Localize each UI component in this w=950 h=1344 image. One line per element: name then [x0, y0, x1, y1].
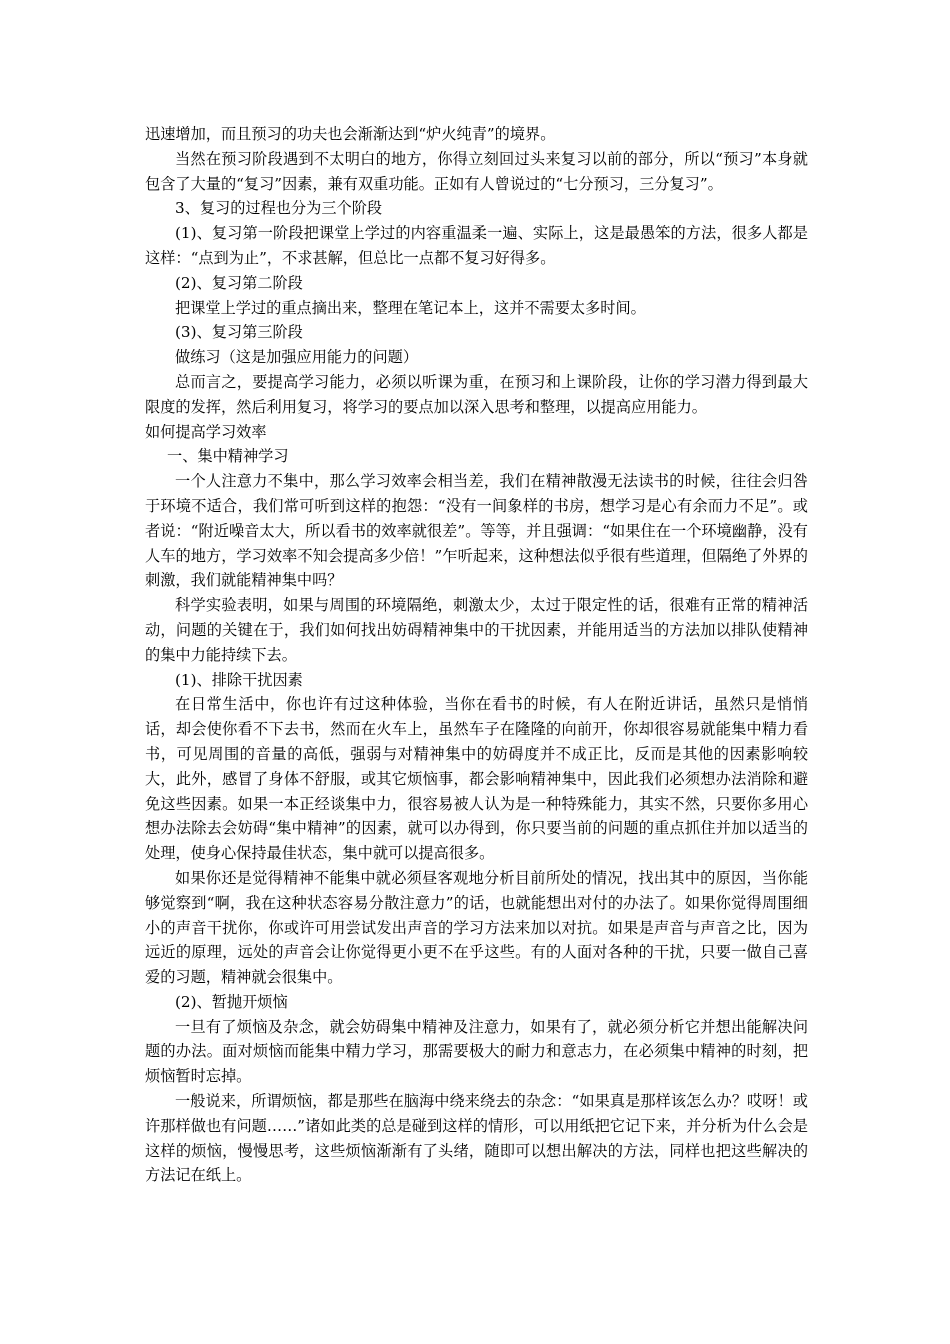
paragraph-review-stage-2: 把课堂上学过的重点摘出来，整理在笔记本上，这并不需要太多时间。 [175, 298, 646, 317]
subheading-review-stage-2: (2)、复习第二阶段 [175, 273, 303, 292]
paragraph-summary: 总而言之，要提高学习能力，必须以听课为重，在预习和上课阶段，让你的学习潜力得到最大限度的发挥，然后利用复习，将学习的要点加以深入思考和整理，以提高应用能力。 [145, 372, 808, 416]
document-page [145, 122, 808, 1188]
paragraph-distractions-1: 在日常生活中，你也许有过这种体验，当你在看书的时候，有人在附近讲话，虽然只是悄悄话，却会使你看不下去书，然而在火车上，虽然车子在隆隆的向前开，你却很容易就能集中精力看书，可见周围的音量的高低，强弱与对精神集中的妨碍度并不成正比，反而是其他的因素影响较大，此外，感冒了身体不舒服，或其它烦恼事，都会影响精神集中，因此我们必须想办法消除和避免这些因素。如果一本正经谈集中力，很容易被人认为是一种特殊能力，其实不然，只要你多用心想办法除去会妨碍“集中精神”的因素，就可以办得到，你只要当前的问题的重点抓住并加以适当的处理，使身心保持最佳状态，集中就可以提高很多。 [145, 695, 808, 863]
paragraph-distractions-2: 如果你还是觉得精神不能集中就必须昼客观地分析目前所处的情况，找出其中的原因，当你能够觉察到“啊，我在这种状态容易分散注意力”的话，也就能想出对付的办法了。如果你觉得周围细小的声音干扰你，你或许可用尝试发出声音的学习方法来加以对抗。如果是声音与声音之比，因为远近的原理，远处的声音会让你觉得更小更不在乎这些。有的人面对各种的干扰，只要一做自己喜爱的习题，精神就会很集中。 [145, 868, 808, 987]
section-heading-review-stages: 3、复习的过程也分为三个阶段 [175, 199, 383, 218]
paragraph-worries-2: 一般说来，所谓烦恼，都是那些在脑海中绕来绕去的杂念：“如果真是那样该怎么办？哎呀！或许那样做也有问题……”诸如此类的总是碰到这样的情形，可以用纸把它记下来，并分析为什么会是这样的烦恼，慢慢思考，这些烦恼渐渐有了头绪，随即可以想出解决的方法，同样也把这些解决的方法记在纸上。 [145, 1092, 808, 1185]
subheading-put-aside-worries: (2)、暂抛开烦恼 [175, 992, 288, 1011]
subheading-remove-distractions: (1)、排除干扰因素 [175, 670, 303, 689]
section-title-efficiency: 如何提高学习效率 [145, 422, 267, 441]
paragraph-worries-1: 一旦有了烦恼及杂念，就会妨碍集中精神及注意力，如果有了，就必须分析它并想出能解决问题的办法。面对烦恼而能集中精力学习，那需要极大的耐力和意志力，在必须集中精神的时刻，把烦恼暂时忘掉。 [145, 1017, 808, 1086]
paragraph-2: 当然在预习阶段遇到不太明白的地方，你得立刻回过头来复习以前的部分，所以“预习”本身就包含了大量的“复习”因素，兼有双重功能。正如有人曾说过的“七分预习，三分复习”。 [145, 149, 808, 193]
paragraph-review-stage-3: 做练习（这是加强应用能力的问题） [175, 348, 418, 367]
paragraph-1: 迅速增加，而且预习的功夫也会渐渐达到“炉火纯青”的境界。 [145, 125, 556, 143]
paragraph-concentration-1: 一个人注意力不集中，那么学习效率会相当差，我们在精神散漫无法读书的时候，往往会归咎于环境不适合，我们常可听到这样的抱怨：“没有一间象样的书房，想学习是心有余而力不足”。或者说：“附近噪音太大，所以看书的效率就很差”。等等，并且强调：“如果住在一个环境幽静，没有人车的地方，学习效率不知会提高多少倍！”乍听起来，这种想法似乎很有些道理，但隔绝了外界的刺激，我们就能精神集中吗？ [145, 472, 808, 590]
subheading-review-stage-3: (3)、复习第三阶段 [175, 323, 303, 342]
paragraph-concentration-2: 科学实验表明，如果与周围的环境隔绝，刺激太少，太过于限定性的话，很难有正常的精神活动，问题的关键在于，我们如何找出妨碍精神集中的干扰因素，并能用适当的方法加以排队使精神的集中力能持续下去。 [145, 596, 808, 664]
section-heading-concentration: 一、集中精神学习 [167, 447, 289, 466]
paragraph-review-stage-1: (1)、复习第一阶段把课堂上学过的内容重温柔一遍、实际上，这是最愚笨的方法，很多人都是这样：“点到为止”，不求甚解，但总比一点都不复习好得多。 [145, 224, 808, 267]
